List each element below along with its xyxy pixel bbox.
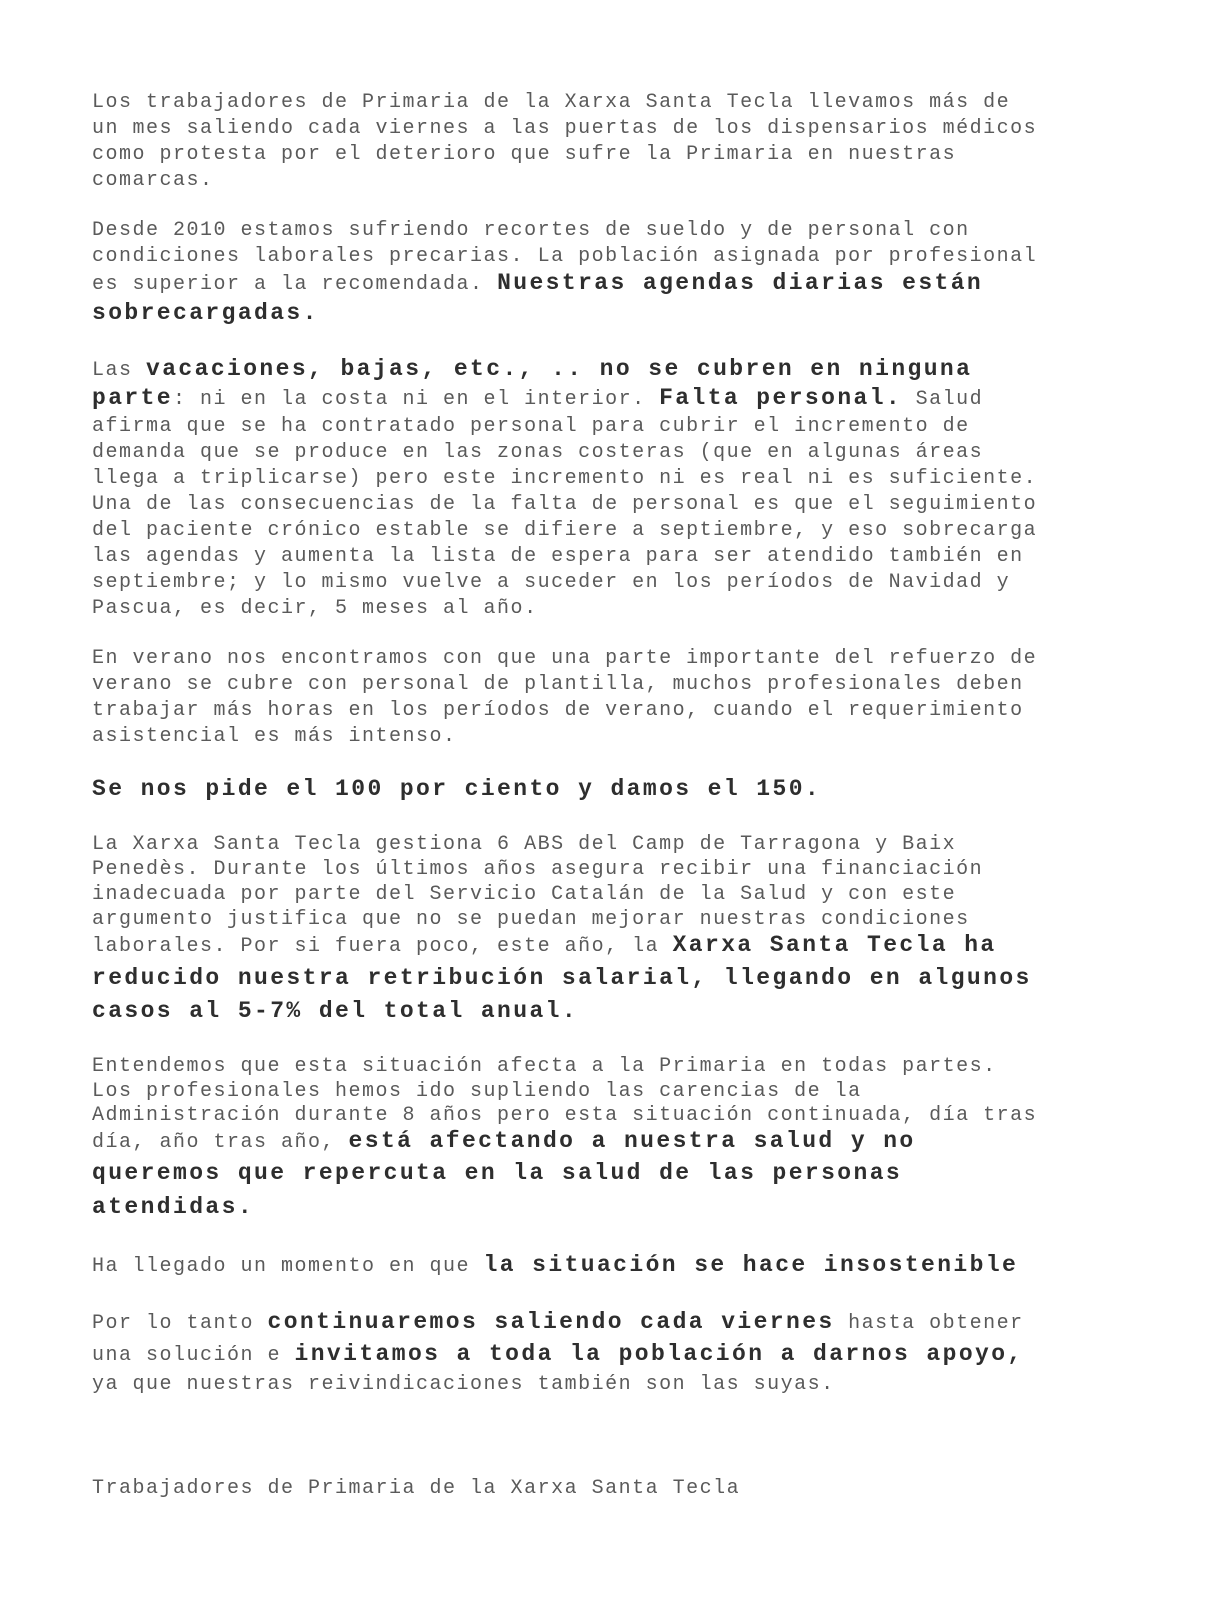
text-line: [92, 1128, 916, 1156]
text: una solución e: [92, 1344, 295, 1367]
text-line: [92, 414, 970, 440]
text-line: [92, 965, 1032, 993]
bold-text: Xarxa Santa Tecla ha: [672, 932, 997, 958]
text-line: [92, 116, 1037, 142]
text-line: [92, 244, 1037, 270]
text-line: [92, 698, 1024, 724]
bold-text: sobrecargadas.: [92, 300, 319, 326]
bold-text: reducido nuestra retribución salarial, llegando en algunos: [92, 965, 1032, 991]
text: Ha llegado un momento en que: [92, 1255, 484, 1278]
text-line: [92, 1309, 1024, 1337]
text: Una de las consecuencias de la falta de personal es que el seguimiento: [92, 493, 1038, 516]
text-line: [92, 1372, 835, 1398]
text: Los trabajadores de Primaria de la Xarxa Santa Tecla llevamos más de: [92, 91, 1011, 114]
bold-text: invitamos a toda la población a darnos apoyo,: [294, 1341, 1024, 1367]
text: verano se cubre con personal de plantilla, muchos profesionales deben: [92, 673, 1024, 696]
text-line: [92, 1160, 902, 1188]
bold-text: está afectando a nuestra salud y no: [348, 1128, 916, 1154]
text-line: [92, 1103, 1037, 1129]
text: del paciente crónico estable se difiere a septiembre, y eso sobrecarga: [92, 519, 1038, 542]
text-line: [92, 672, 1024, 698]
text: septiembre; y lo mismo vuelve a suceder en los períodos de Navidad y: [92, 571, 1011, 594]
text-line: [92, 1194, 254, 1222]
text-line: [92, 270, 983, 298]
text-line: [92, 518, 1037, 544]
bold-text: la situación se hace insostenible: [483, 1252, 1019, 1278]
text: laborales. Por si fuera poco, este año, la: [92, 935, 673, 958]
text-line: [92, 1079, 862, 1105]
bold-text: Se nos pide el 100 por ciento y damos el 150.: [92, 776, 822, 802]
bold-text: atendidas.: [92, 1194, 255, 1220]
text-line: [92, 724, 457, 750]
text: En verano nos encontramos con que una parte importante del refuerzo de: [92, 647, 1038, 670]
text: trabajar más horas en los períodos de verano, cuando el requerimiento: [92, 699, 1024, 722]
text-line: [92, 998, 578, 1026]
text: asistencial es más intenso.: [92, 725, 457, 748]
text-line: [92, 492, 1037, 518]
text: Salud: [902, 388, 984, 411]
text: La Xarxa Santa Tecla gestiona 6 ABS del Camp de Tarragona y Baix: [92, 833, 957, 856]
text: un mes saliendo cada viernes a las puertas de los dispensarios médicos: [92, 117, 1038, 140]
bold-text: vacaciones, bajas, etc., .. no se cubren en ninguna: [146, 356, 973, 382]
text: las agendas y aumenta la lista de espera para ser atendido también en: [92, 545, 1024, 568]
text-line: [92, 570, 1010, 596]
text: comarcas.: [92, 169, 214, 192]
text-line: [92, 142, 956, 168]
bold-text: casos al 5-7% del total anual.: [92, 998, 579, 1024]
text: condiciones laborales precarias. La población asignada por profesional: [92, 245, 1038, 268]
text-line: [92, 882, 956, 908]
text-line: [92, 218, 970, 244]
text: es superior a la recomendada.: [92, 273, 498, 296]
text: afirma que se ha contratado personal para cubrir el incremento de: [92, 415, 970, 438]
text-line: [92, 356, 972, 384]
text: Administración durante 8 años pero esta situación continuada, día tras: [92, 1104, 1038, 1127]
bold-text: Falta personal.: [659, 385, 903, 411]
text: Penedès. Durante los últimos años asegura recibir una financiación: [92, 858, 984, 881]
text: como protesta por el deterioro que sufre la Primaria en nuestras: [92, 143, 957, 166]
text-line: [92, 544, 1024, 570]
text: inadecuada por parte del Servicio Catalán de la Salud y con este: [92, 883, 957, 906]
text-line: [92, 300, 319, 328]
text: Los profesionales hemos ido supliendo las carencias de la: [92, 1080, 862, 1103]
bold-text: queremos que repercuta en la salud de las personas: [92, 1160, 903, 1186]
text: día, año tras año,: [92, 1131, 349, 1154]
text-line: [92, 907, 970, 933]
text-line: [92, 168, 214, 194]
text-line: [92, 857, 983, 883]
text: : ni en la costa ni en el interior.: [173, 388, 660, 411]
text: Pascua, es decir, 5 meses al año.: [92, 597, 538, 620]
text-line: [92, 385, 983, 413]
text: Desde 2010 estamos sufriendo recortes de sueldo y de personal con: [92, 219, 970, 242]
text: hasta obtener: [834, 1312, 1024, 1335]
signature: Trabajadores de Primaria de la Xarxa Santa Tecla: [92, 1477, 741, 1500]
text-line: [92, 832, 956, 858]
text-line: [92, 646, 1037, 672]
text-line: [92, 932, 997, 960]
text-line: [92, 1054, 997, 1080]
bold-text: continuaremos saliendo cada viernes: [267, 1309, 835, 1335]
text: Las: [92, 359, 147, 382]
text: argumento justifica que no se puedan mejorar nuestras condiciones: [92, 908, 970, 931]
text-line: [92, 596, 538, 622]
text-line: [92, 776, 821, 804]
bold-text: parte: [92, 385, 174, 411]
text-line: [92, 1252, 1018, 1280]
text-line: [92, 90, 1010, 116]
text: Por lo tanto: [92, 1312, 268, 1335]
text: ya que nuestras reivindicaciones también son las suyas.: [92, 1373, 835, 1396]
text: Entendemos que esta situación afecta a la Primaria en todas partes.: [92, 1055, 997, 1078]
text-line: [92, 440, 983, 466]
text: demanda que se produce en las zonas costeras (que en algunas áreas: [92, 441, 984, 464]
text-line: [92, 466, 1037, 492]
text-line: [92, 1341, 1024, 1369]
text: llega a triplicarse) pero este incremento ni es real ni es suficiente.: [92, 467, 1038, 490]
bold-text: Nuestras agendas diarias están: [497, 270, 984, 296]
